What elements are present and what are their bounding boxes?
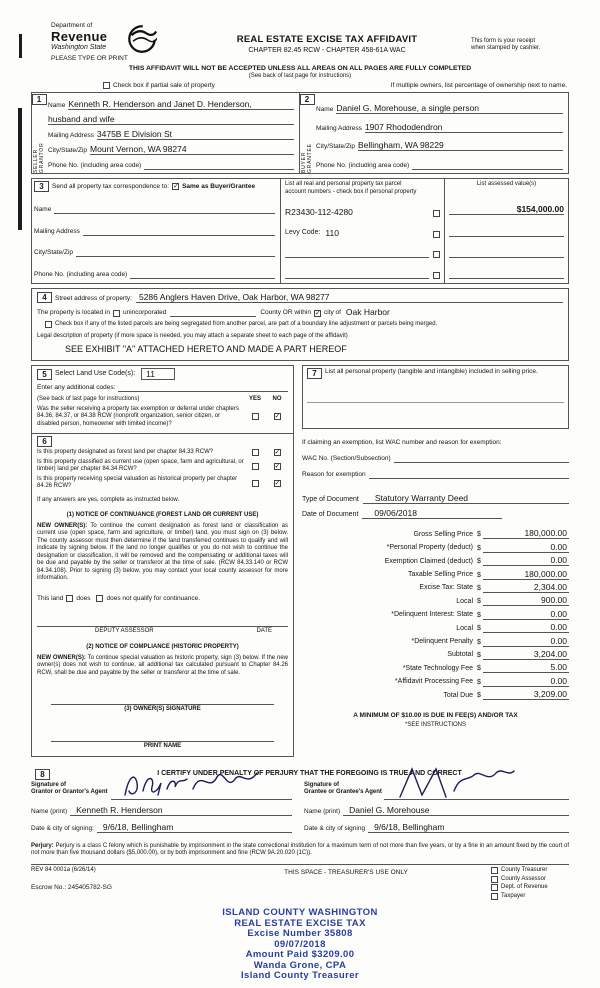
send-correspondence-label: Send all property tax correspondence to: (52, 182, 170, 190)
stamp-line-2: REAL ESTATE EXCISE TAX (234, 917, 366, 929)
section-3-number: 3 (34, 181, 49, 192)
treasurer-use-only-label: THIS SPACE - TREASURER'S USE ONLY (284, 869, 408, 876)
dollar-sign: $ (477, 665, 481, 673)
delinquent-interest-state-label: *Delinquent Interest: State (391, 611, 473, 619)
delinquent-interest-local-field[interactable]: 0.00 (483, 622, 569, 633)
reason-exemption-label: Reason for exemption (302, 471, 366, 478)
partial-sale-label: Check box if partial sale of property (113, 82, 215, 89)
right-column (302, 365, 569, 757)
see-instructions-note: *SEE INSTRUCTIONS (404, 722, 466, 729)
form-rev-number: REV 84 0001a (6/26/14) (31, 867, 96, 873)
money-row (302, 647, 569, 660)
seller-csz-label: City/State/Zip (48, 147, 88, 154)
grantor-signature (119, 765, 269, 803)
date-label: DATE (256, 627, 272, 634)
new-owners-lead: NEW OWNER(S): (37, 522, 88, 529)
taxable-selling-price-field[interactable]: 180,000.00 (483, 569, 569, 580)
form-chapter: CHAPTER 82.45 RCW - CHAPTER 458-61A WAC (248, 47, 406, 54)
money-row (302, 553, 569, 566)
parcel-number-field-3[interactable] (285, 278, 429, 279)
dept-line-2: Revenue (51, 29, 108, 44)
dollar-sign: $ (477, 571, 481, 579)
title-block (183, 22, 471, 62)
section-5 (32, 366, 293, 434)
subtotal-field[interactable]: 3,204.00 (483, 649, 569, 660)
delinquent-interest-state-field[interactable]: 0.00 (483, 609, 569, 620)
money-row (302, 580, 569, 593)
stamp-line-5: Amount Paid $3209.00 (245, 949, 355, 960)
gross-selling-price-field[interactable]: 180,000.00 (483, 528, 569, 539)
money-row (302, 673, 569, 686)
money-rows (302, 526, 569, 700)
buyer-side-label: BUYER (301, 151, 307, 173)
affidavit-processing-fee-label: *Affidavit Processing Fee (394, 678, 473, 686)
delinquent-penalty-field[interactable]: 0.00 (483, 636, 569, 647)
form-header (31, 22, 569, 62)
seller-name-field[interactable]: Kenneth R. Henderson and Janet D. Henderson, (68, 99, 294, 110)
dept-of-revenue-checkbox[interactable] (491, 884, 498, 891)
notice-compliance-title: (2) NOTICE OF COMPLIANCE (HISTORIC PROPERTY) (86, 644, 239, 650)
does-qualify-checkbox[interactable] (66, 595, 73, 602)
owners-signature-line[interactable] (51, 685, 274, 705)
county-treasurer-checkbox[interactable] (491, 867, 498, 874)
buyer-mailing-field[interactable]: 1907 Rhododendron (365, 122, 563, 133)
county-assessor-label: County Assessor (501, 875, 547, 882)
document-date-label: Date of Document (302, 510, 359, 518)
segregated-checkbox[interactable] (45, 321, 52, 328)
stamp-line-7: Island County Treasurer (241, 970, 359, 981)
new-owners-lead-2: NEW OWNER(S): (37, 654, 86, 661)
personal-property-deduct-field[interactable]: 0.00 (483, 542, 569, 553)
county-or-within-label: County OR within (260, 309, 311, 316)
assessed-value-field-4[interactable] (449, 278, 564, 279)
scan-artifact (18, 108, 22, 230)
affidavit-form (31, 0, 569, 982)
legal-description-label: Legal description of property (if more space is needed, you may attach a separate sheet to each page of the affidavit) (37, 332, 348, 339)
state-technology-fee-field[interactable]: 5.00 (483, 662, 569, 673)
seller-mailing-label: Mailing Address (48, 132, 94, 139)
wac-number-field[interactable] (394, 462, 569, 463)
buyer-csz-field[interactable]: Bellingham, WA 98229 (358, 140, 563, 151)
receipt-note-line2: when stamped by cashier. (471, 45, 541, 51)
delinquent-interest-local-label: Local (456, 624, 473, 632)
money-row (302, 539, 569, 552)
footer-row (31, 864, 569, 901)
forest-no-checkbox[interactable]: ✓ (274, 449, 281, 457)
parties-row (31, 92, 569, 174)
legal-description-field[interactable]: SEE EXHIBIT "A" ATTACHED HERETO AND MADE A PART HEREOF (65, 344, 347, 354)
forest-land-question: Is this property designated as forest land per chapter 84.33 RCW? (37, 449, 214, 455)
document-type-label: Type of Document (302, 495, 359, 503)
historic-property-question: Is this property receiving special valuation as historical property per chapter 84.26 RCW? (37, 475, 238, 489)
print-name-line[interactable] (51, 722, 274, 742)
exemption-claim-label: If claiming an exemption, list WAC number and reason for exemption: (302, 439, 502, 446)
buyer-name-label: Name (316, 105, 334, 113)
section-4-number: 4 (37, 292, 52, 303)
see-back-note: (See back of last page for instructions) (248, 73, 352, 79)
affidavit-processing-fee-field[interactable]: 0.00 (483, 676, 569, 687)
assessed-value-field[interactable]: $154,000.00 (449, 204, 564, 215)
grantor-date-city-label: Date & city of signing: (31, 825, 94, 832)
current-use-question: Is this property classified as current use (open space, farm and agricultural, or timber) land per chapter 84.34 RCW? (37, 458, 244, 472)
grantee-signature (392, 763, 522, 803)
personal-property-deduct-label: *Personal Property (deduct) (386, 544, 473, 552)
buyer-phone-label: Phone No. (including area code) (316, 162, 410, 169)
segregated-label: Check box if any of the listed parcels are being segregated from another parcel, are part of a boundary line adjustment or parcels being merged. (55, 321, 438, 327)
distribution-list (491, 867, 569, 901)
section-5-number: 5 (37, 369, 52, 380)
grantor-signature-field[interactable] (111, 782, 292, 800)
seller-section (31, 92, 300, 174)
section-8 (31, 769, 569, 833)
seller-name-label: Name (48, 102, 66, 109)
receipt-note (471, 22, 569, 62)
does-not-qualify-checkbox[interactable] (96, 595, 103, 602)
parcel-header-2: account numbers - check box if personal property (285, 188, 417, 195)
notice-compliance-text: NEW OWNER(S): To continue special valuation as historic property, sign (3) below. If the new owner(s) does not wish to continue, all additional tax calculated pursuant to Chapter 84.26 RCW, shall be due and payable by the seller or transferor at the time of sale. (37, 654, 288, 676)
corr-mailing-label: Mailing Address (34, 227, 80, 235)
excise-tax-state-field[interactable]: 2,304.00 (483, 582, 569, 593)
additional-codes-label: Enter any additional codes: (37, 384, 116, 391)
wac-number-label: WAC No. (Section/Subsection) (302, 455, 391, 462)
grantee-signature-label-1: Signature of (304, 782, 340, 788)
personal-property-checkbox-2[interactable] (433, 231, 440, 238)
this-land-label: This land (37, 594, 64, 602)
agency-block (31, 22, 183, 62)
section-2-number: 2 (300, 94, 315, 105)
seller-strip (32, 93, 46, 173)
money-row (302, 687, 569, 700)
exemption-claimed-label: Exemption Claimed (deduct) (384, 557, 473, 565)
s5-yes-checkbox[interactable] (252, 413, 259, 420)
seller-phone-field[interactable] (144, 169, 294, 170)
treasurer-stamp (31, 908, 569, 982)
receipt-note-line1: This form is your receipt (471, 38, 536, 44)
money-row (302, 633, 569, 646)
assessed-value-header: List assessed value(s) (476, 181, 537, 187)
corr-phone-field[interactable] (130, 278, 275, 279)
dollar-sign: $ (477, 692, 481, 700)
seller-phone-label: Phone No. (including area code) (48, 162, 142, 169)
stamp-line-6: Wanda Grone, CPA (253, 959, 347, 971)
grantor-signature-label-1: Signature of (31, 782, 67, 788)
perjury-lead: Perjury: (31, 843, 54, 849)
corr-phone-label: Phone No. (including area code) (34, 271, 128, 278)
excise-tax-state-label: Excise Tax: State (419, 584, 473, 592)
unincorporated-checkbox[interactable] (113, 310, 120, 317)
grantor-side-label: GRANTOR (39, 142, 45, 173)
money-row (302, 620, 569, 633)
money-row (302, 593, 569, 606)
additional-codes-field[interactable] (118, 391, 288, 392)
gross-selling-price-label: Gross Selling Price (413, 530, 473, 538)
dollar-sign: $ (477, 558, 481, 566)
escrow-number: Escrow No.: 245405782-SG (31, 883, 112, 891)
deputy-assessor-label: DEPUTY ASSESSOR (95, 627, 154, 634)
grantee-side-label: GRANTEE (307, 143, 313, 173)
personal-property-label: List all personal property (tangible and intangible) included in selling price. (325, 368, 538, 375)
exemption-deferral-question: Was the seller receiving a property tax exemption or deferral under chapters 84.36, 84.37, or 84.38 RCW (nonprofit organization, senior citizen, or disabled person, homeowner with limited income)? (37, 405, 239, 427)
land-use-code-label: Select Land Use Code(s): (55, 369, 136, 377)
section-4 (31, 288, 569, 361)
dollar-sign: $ (477, 638, 481, 646)
excise-tax-local-field[interactable]: 900.00 (483, 595, 569, 606)
section-7-number: 7 (307, 368, 322, 379)
county-treasurer-label: County Treasurer (501, 867, 548, 873)
seller-name-field-2[interactable]: husband and wife (48, 114, 294, 125)
deputy-assessor-signature-line[interactable] (37, 609, 288, 627)
city-of-label: city of (323, 309, 341, 316)
dollar-sign: $ (477, 625, 481, 633)
historic-no-checkbox[interactable]: ✓ (274, 479, 281, 487)
parcel-number-field[interactable]: R23430-112-4280 (285, 206, 353, 217)
seller-side-label: SELLER (33, 149, 39, 173)
does-label: does (76, 594, 91, 602)
money-row (302, 606, 569, 619)
document-date-field[interactable]: 09/06/2018 (362, 508, 502, 519)
section-1-number: 1 (32, 94, 47, 105)
dept-line-1: Department of (51, 22, 93, 29)
dept-of-revenue-label: Dept. of Revenue (501, 884, 548, 890)
personal-property-field-1[interactable] (307, 379, 564, 403)
does-not-label: does not qualify for continuance. (106, 594, 201, 602)
buyer-csz-label: City/State/Zip (316, 143, 356, 151)
perjury-statement: Perjury: Perjury is a class C felony which is punishable by imprisonment in the state correctional institution for a maximum term of not more than five years, or by a fine in an amount fixed by the court of not more than five thousand dollars ($5,000.00), or by both imprisonment and fine (RCW 9A.20.020 (1C)). (31, 843, 570, 856)
section-7 (302, 365, 569, 429)
dollar-sign: $ (477, 544, 481, 552)
stamp-line-4: 09/07/2018 (274, 938, 326, 950)
form-title: REAL ESTATE EXCISE TAX AFFIDAVIT (236, 34, 418, 45)
personal-property-checkbox-4[interactable] (433, 272, 440, 279)
personal-property-checkbox-1[interactable] (433, 210, 440, 217)
grantee-name-print-field[interactable]: Daniel G. Morehouse (343, 805, 569, 816)
see-back-instructions: (See back of last page for instructions) (37, 396, 140, 402)
scan-artifact (19, 34, 22, 58)
section-8-number: 8 (35, 769, 50, 780)
grantor-name-print-label: Name (print) (31, 808, 68, 815)
yes-header: YES (248, 396, 261, 402)
footer-left (31, 867, 201, 901)
certify-statement: I CERTIFY UNDER PENALTY OF PERJURY THAT THE FOREGOING IS TRUE AND CORRECT (157, 770, 462, 778)
exemption-claimed-field[interactable]: 0.00 (483, 555, 569, 566)
state-technology-fee-label: *State Technology Fee (402, 664, 473, 672)
same-as-buyer-label: Same as Buyer/Grantee (182, 182, 256, 190)
completion-warning: THIS AFFIDAVIT WILL NOT BE ACCEPTED UNLESS ALL AREAS ON ALL PAGES ARE FULLY COMPLETED (128, 65, 472, 72)
section-6-number: 6 (37, 436, 52, 447)
print-name-label: PRINT NAME (143, 742, 182, 749)
document-type-field[interactable]: Statutory Warranty Deed (363, 493, 569, 504)
delinquent-penalty-label: *Delinquent Penalty (411, 638, 473, 646)
stamp-line-3: Excise Number 35808 (247, 928, 353, 939)
partial-sale-checkbox[interactable] (103, 82, 110, 89)
forest-yes-checkbox[interactable] (252, 449, 259, 456)
grantor-signature-block (31, 782, 300, 833)
historic-yes-checkbox[interactable] (252, 480, 259, 487)
dollar-sign: $ (477, 584, 481, 592)
grantee-signature-label-2: Grantee or Grantee's Agent (304, 789, 382, 795)
notice-continuance-text: NEW OWNER(S): To continue the current designation as forest land or classification as current use (open space, farm and agriculture, or timber) land, you must sign on (3) below. The county assessor must then determine if the land transferred continues to qualify and will indicate by signing below. If the land no longer qualifies or you do not wish to continue the designation or classification, it will be removed and the compensating or additional taxes will be due and payable by the seller or transferor at the time of sale. (RCW 84.33.140 or RCW 84.34.108). Prior to signing (3) below, you may contact your local county assessor for more information. (37, 522, 288, 581)
buyer-phone-field[interactable] (412, 169, 563, 170)
partial-sale-row (31, 82, 569, 89)
dollar-sign: $ (477, 598, 481, 606)
corr-csz-label: City/State/Zip (34, 249, 74, 257)
taxpayer-checkbox[interactable] (491, 893, 498, 900)
dollar-sign: $ (477, 678, 481, 686)
buyer-strip (300, 93, 314, 173)
money-row (302, 660, 569, 673)
s5-no-checkbox[interactable]: ✓ (274, 413, 281, 421)
city-of-checkbox[interactable]: ✓ (314, 310, 321, 317)
type-or-print-label: PLEASE TYPE OR PRINT (51, 55, 128, 62)
grantee-date-city-field[interactable]: 9/6/18, Bellingham (368, 822, 569, 833)
minimum-fee-note: A MINIMUM OF $10.00 IS DUE IN FEE(S) AND/OR TAX (353, 712, 518, 720)
stamp-line-1: ISLAND COUNTY WASHINGTON (222, 907, 378, 918)
section-3 (31, 178, 569, 284)
dollar-sign: $ (477, 531, 481, 539)
owners-signature-label: (3) OWNER(S) SIGNATURE (124, 706, 201, 712)
current-use-no-checkbox[interactable]: ✓ (274, 462, 281, 470)
section-6 (32, 434, 293, 756)
grantee-name-print-label: Name (print) (304, 808, 341, 815)
personal-property-field-2[interactable] (307, 403, 564, 426)
county-field[interactable] (170, 316, 256, 317)
notice-continuance-title: (1) NOTICE OF CONTINUANCE (FOREST LAND OR CURRENT USE) (66, 512, 259, 518)
subtotal-label: Subtotal (447, 651, 473, 659)
city-field[interactable]: Oak Harbor (345, 307, 390, 317)
grantor-signature-label-2: Grantor or Grantor's Agent (31, 789, 108, 795)
buyer-section (300, 92, 569, 174)
seller-mailing-field[interactable]: 3475B E Division St (97, 129, 294, 140)
buyer-mailing-label: Mailing Address (316, 124, 362, 132)
street-address-field[interactable]: 5286 Anglers Haven Drive, Oak Harbor, WA 98277 (136, 292, 563, 303)
grantee-date-city-label: Date & city of signing (304, 825, 366, 832)
located-in-label: The property is located in (37, 309, 110, 316)
grantee-signature-block (300, 782, 569, 833)
county-assessor-checkbox[interactable] (491, 876, 498, 883)
grantor-name-print-field[interactable]: Kenneth R. Henderson (70, 805, 292, 816)
corr-name-label: Name (34, 205, 52, 213)
money-row (302, 526, 569, 539)
seller-csz-field[interactable]: Mount Vernon, WA 98274 (90, 144, 294, 155)
same-as-buyer-checkbox[interactable]: ✓ (173, 183, 179, 190)
taxpayer-label: Taxpayer (501, 892, 526, 899)
left-column (31, 365, 294, 757)
street-address-label: Street address of property: (55, 295, 132, 302)
revenue-logo-icon (127, 24, 157, 54)
current-use-yes-checkbox[interactable] (252, 463, 259, 470)
personal-property-checkbox-3[interactable] (433, 251, 440, 258)
money-row (302, 566, 569, 579)
main-columns (31, 365, 569, 757)
levy-code-label: Levy Code: (285, 229, 321, 236)
taxable-selling-price-label: Taxable Selling Price (408, 571, 473, 579)
buyer-name-field[interactable]: Daniel G. Morehouse, a single person (336, 103, 563, 114)
total-due-label: Total Due (443, 691, 473, 699)
dept-line-3: Washington State (51, 44, 107, 51)
if-yes-note: If any answers are yes, complete as instructed below. (37, 496, 180, 503)
no-header: NO (272, 396, 282, 402)
grantor-date-city-field[interactable]: 9/6/18, Bellingham (97, 822, 292, 833)
land-use-code-field[interactable]: 11 (141, 368, 175, 380)
dollar-sign: $ (477, 611, 481, 619)
total-due-field[interactable]: 3,209.00 (483, 689, 569, 700)
excise-tax-local-label: Local (456, 597, 473, 605)
unincorporated-label: unincorporated (122, 309, 167, 316)
levy-code-value[interactable]: 110 (325, 227, 339, 238)
parcel-header-1: List all real and personal property tax parcel (285, 181, 402, 187)
dollar-sign: $ (477, 651, 481, 659)
reason-exemption-field[interactable] (369, 478, 569, 479)
multiple-owners-note: If multiple owners, list percentage of ownership next to name. (390, 82, 567, 89)
grantee-signature-field[interactable] (384, 782, 569, 800)
